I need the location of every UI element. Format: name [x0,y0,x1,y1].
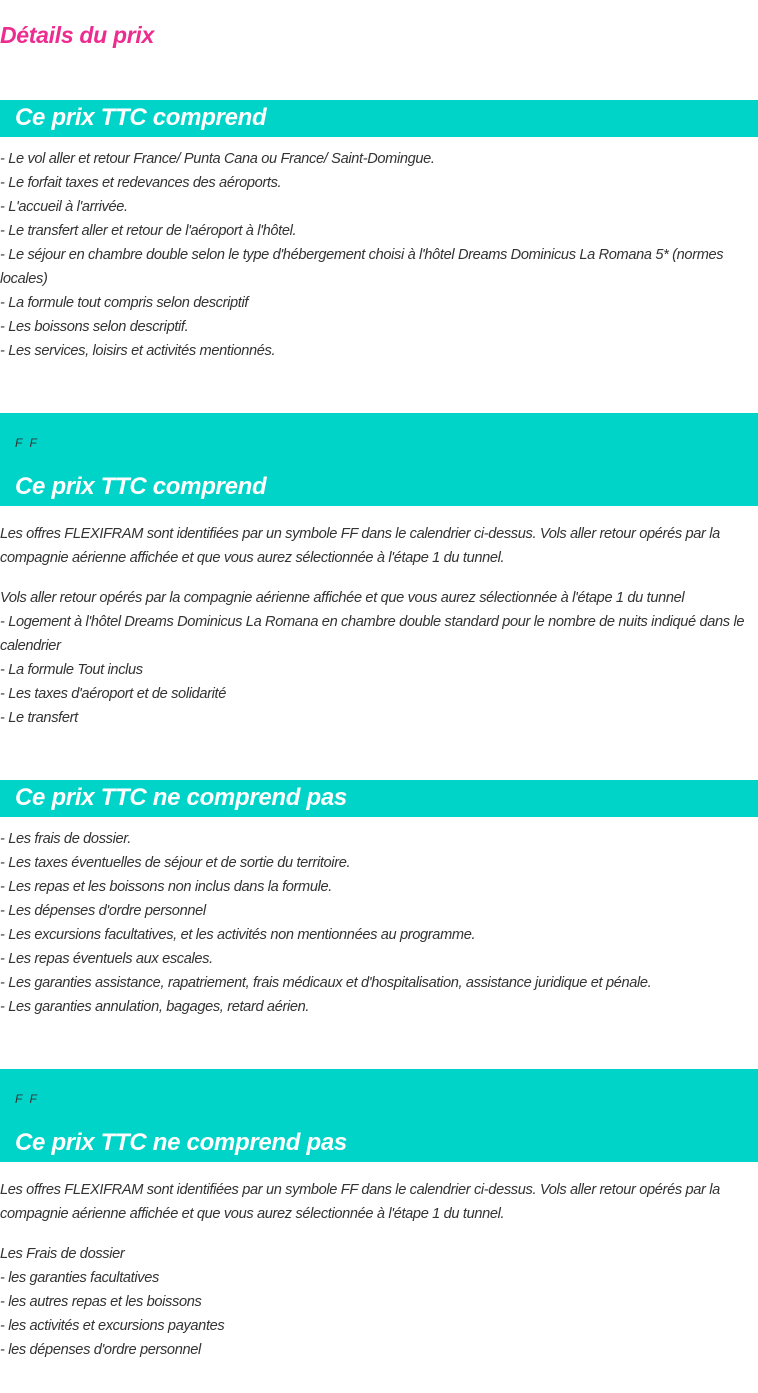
list-item: - Le vol aller et retour France/ Punta Cana ou France/ Saint-Domingue. [0,151,435,167]
list-item: - les activités et excursions payantes [0,1318,225,1334]
list-item: - Les services, loisirs et activités mentionnés. [0,343,276,359]
ff-tag: F F [15,1092,39,1106]
list-item: - les garanties facultatives [0,1270,159,1286]
list-item: - Les repas éventuels aux escales. [0,951,213,967]
list-item: - La formule Tout inclus [0,662,143,678]
list-item: Vols aller retour opérés par la compagnie aérienne affichée et que vous aurez sélectionnée à l'étape 1 du tunnel [0,590,685,606]
list-item: - Les dépenses d'ordre personnel [0,903,206,919]
flexifram-intro: Les offres FLEXIFRAM sont identifiées par un symbole FF dans le calendrier ci-dessus. Vols aller retour opérés par la compagnie aérienne affichée et que vous aurez sélectionnée à l'étape 1 du tunnel. [0,1182,720,1222]
list-item: - Les taxes éventuelles de séjour et de sortie du territoire. [0,855,351,871]
section-header-band [0,413,758,506]
list-item: - Le séjour en chambre double selon le type d'hébergement choisi à l'hôtel Dreams Dominicus La Romana 5* (normes locales) [0,247,724,287]
list-item: - Le transfert [0,710,78,726]
section-header-band [0,1069,758,1162]
list-item: - L'accueil à l'arrivée. [0,199,128,215]
ff-tag: F F [15,436,39,450]
section-title: Ce prix TTC ne comprend pas [15,1129,347,1156]
list-item: - Le transfert aller et retour de l'aéroport à l'hôtel. [0,223,297,239]
flexifram-intro: Les offres FLEXIFRAM sont identifiées par un symbole FF dans le calendrier ci-dessus. Vols aller retour opérés par la compagnie aérienne affichée et que vous aurez sélectionnée à l'étape 1 du tunnel. [0,526,720,566]
list-item: - Les repas et les boissons non inclus dans la formule. [0,879,332,895]
section-title: Ce prix TTC comprend [15,473,267,500]
section-flexifram-excludes [0,1069,758,1362]
list-item: - Les taxes d'aéroport et de solidarité [0,686,227,702]
section-title: Ce prix TTC ne comprend pas [15,784,347,811]
section-price-excludes [0,780,758,1019]
flexifram-excluded-list [0,1242,758,1362]
list-item: - les dépenses d'ordre personnel [0,1342,201,1358]
list-item: - Les excursions facultatives, et les activités non mentionnées au programme. [0,927,476,943]
list-item: Les Frais de dossier [0,1246,125,1262]
section-price-includes [0,100,758,363]
list-item: - Les garanties assistance, rapatriement, frais médicaux et d'hospitalisation, assistance juridique et pénale. [0,975,652,991]
section-flexifram-includes [0,413,758,730]
list-item: - Logement à l'hôtel Dreams Dominicus La Romana en chambre double standard pour le nombre de nuits indiqué dans le calendrier [0,614,745,654]
section-header-band [0,100,758,137]
section-title: Ce prix TTC comprend [15,104,267,131]
list-item: - les autres repas et les boissons [0,1294,202,1310]
flexifram-included-list [0,586,758,730]
list-item: - La formule tout compris selon descriptif [0,295,249,311]
list-item: - Les boissons selon descriptif. [0,319,189,335]
list-item: - Les frais de dossier. [0,831,131,847]
page-title: Détails du prix [0,22,154,48]
list-item: - Les garanties annulation, bagages, retard aérien. [0,999,310,1015]
list-item: - Le forfait taxes et redevances des aéroports. [0,175,282,191]
excluded-list [0,827,758,1019]
section-header-band [0,780,758,817]
included-list [0,147,758,363]
